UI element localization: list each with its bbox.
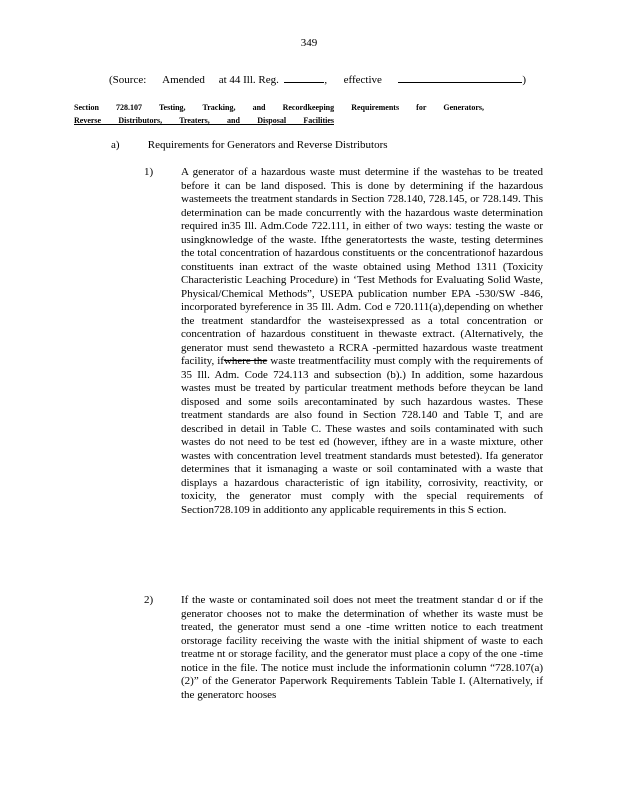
source-comma: ,	[324, 74, 328, 86]
register-blank	[284, 73, 324, 83]
paragraph-1-text-a: A generator of a hazardous waste must determine if the wastehas to be treated before it can be land disposed. This is done by determining if the hazardous wastemeets the treatment standards in Section 728.140, 728.145, or 728.149. This determination can be made concurrently with the hazardous waste determination required in35 Ill. Adm.Code 722.111, in either of two ways: testing the waste or usingknowledge of the waste. Ifthe generatortests the waste, testing determines the total concentration of hazardous constituents or the concentrationof hazardous constituents inan extract of the waste obtained using Method 1311 (Toxicity Characteristic Leaching Procedure) in ‘Test Methods for Evaluating Solid Waste, Physical/Chemical Methods”, USEPA publication number EPA -530/SW -846, incorporated byreference in 35 Ill. Adm. Cod e 720.111(a),depending on whether the treatment standardfor the wasteisexpressed as a total concentration or concentration of hazardous constituent in thewaste extract. (Alternatively, the generator must send thewasteto a RCRA -permitted hazardous waste treatment facility, if	[181, 166, 543, 367]
paragraph-2-body: If the waste or contaminated soil does not meet the treatment standar d or if the generator chooses not to make the determination of whether its waste must be treated, the generator must send a one -time written notice to each treatment orstorage facility receiving the waste with the initial shipment of waste to each treatme nt or storage facility, and the generator must place a copy of the one -time notice in the file. The notice must include the informationin column “728.107(a)(2)” of the Generator Paperwork Requirements Tablein Table I. (Alternatively, if the generatorc hooses	[181, 594, 543, 701]
source-citation: at 44 Ill. Reg.	[218, 74, 279, 86]
paragraph-1-body	[181, 166, 543, 517]
deleted-text: where the	[223, 355, 268, 367]
source-amended: Amended	[162, 74, 205, 86]
paragraph-2-number: 2)	[144, 594, 154, 606]
subsection-a	[111, 139, 388, 151]
source-prefix: (Source:	[109, 74, 147, 86]
subsection-a-label: a)	[111, 139, 120, 151]
paragraph-2	[144, 594, 554, 702]
source-suffix: )	[522, 74, 527, 86]
source-line	[109, 73, 526, 86]
paragraph-1-number: 1)	[144, 166, 154, 178]
paragraph-1	[144, 166, 554, 517]
page-number: 349	[300, 37, 318, 49]
source-effective: effective	[343, 74, 382, 86]
subsection-a-title: Requirements for Generators and Reverse Distributors	[147, 139, 388, 151]
section-heading-line1: Section 728.107 Testing, Tracking, and Recordkeeping Requirements for Generators,	[74, 103, 484, 112]
paragraph-1-text-b: waste treatmentfacility must comply with the requirements of 35 Ill. Adm. Code 724.113 and subsection (b).) In addition, some hazardous wastes must be treated by particular treatment methods before theycan be land disposed and some soils arecontaminated by such hazardous wastes. These treatment standards are also found in Section 728.140 and Table T, and are described in detail in Table C. These wastes and soils contaminated with such wastes do not need to be test ed (however, ifthey are in a waste mixture, other wastes with concentration level treatment standards must betested). Ifa generator determines that it ismanaging a waste or soil contaminated with a waste that displays a hazardous characteristic of ign itability, corrosivity, reactivity, or toxicity, the generator must comply with the special requirements of Section728.109 in additionto any applicable requirements in this S ection.	[181, 355, 544, 516]
section-heading-line2: Reverse Distributors, Treaters, and Disposal Facilities	[74, 116, 334, 125]
section-heading	[74, 101, 484, 127]
effective-date-blank	[398, 73, 522, 83]
